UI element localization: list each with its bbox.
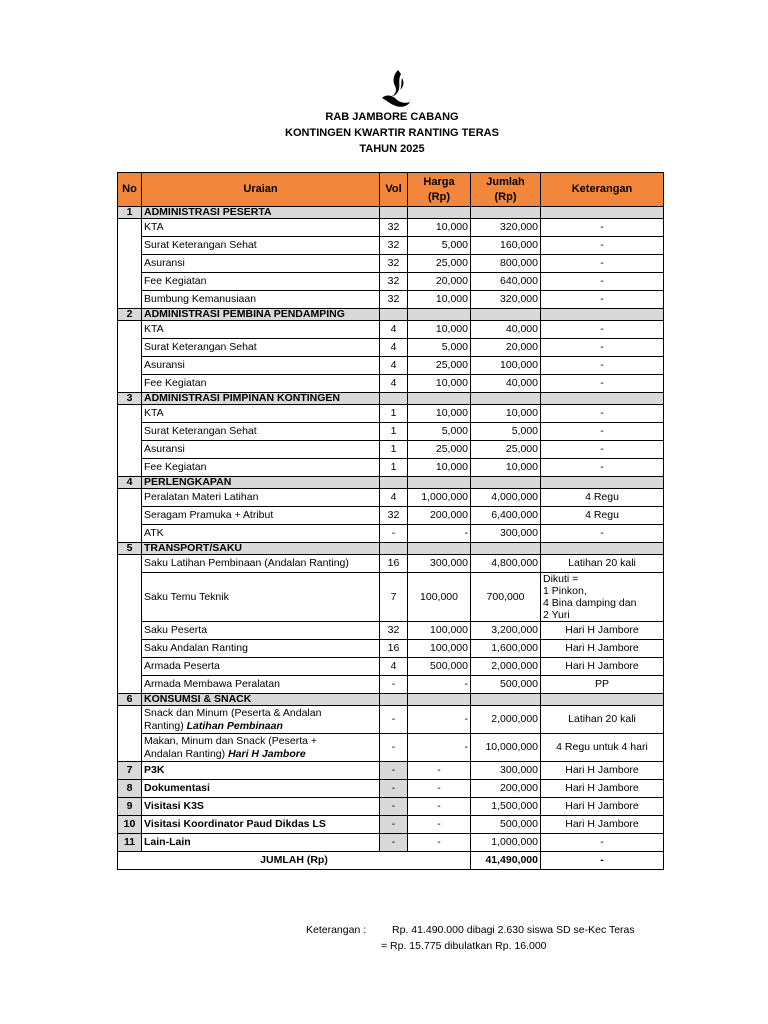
- item-keterangan: -: [541, 321, 664, 339]
- table-row: [118, 555, 664, 573]
- table-row: [118, 706, 664, 734]
- item-description: Saku Latihan Pembinaan (Andalan Ranting): [142, 555, 380, 573]
- item-jumlah: 200,000: [471, 780, 541, 798]
- section-vol-cell: [380, 694, 408, 706]
- item-vol: 32: [380, 219, 408, 237]
- item-keterangan: -: [541, 441, 664, 459]
- item-harga: -: [408, 798, 471, 816]
- item-description: Seragam Pramuka + Atribut: [142, 507, 380, 525]
- budget-table: [117, 172, 664, 870]
- number-cell: [118, 441, 142, 459]
- total-keterangan: -: [541, 852, 664, 870]
- number-cell: [118, 676, 142, 694]
- section-ket-cell: [541, 393, 664, 405]
- section-title: Lain-Lain: [142, 834, 380, 852]
- item-keterangan: Hari H Jambore: [541, 780, 664, 798]
- col-no: No: [118, 173, 142, 207]
- item-harga: 100,000: [408, 573, 471, 622]
- item-jumlah: 4,000,000: [471, 489, 541, 507]
- section-title: KONSUMSI & SNACK: [142, 694, 380, 706]
- item-harga: -: [408, 734, 471, 762]
- item-description: Surat Keterangan Sehat: [142, 339, 380, 357]
- item-harga: 25,000: [408, 357, 471, 375]
- item-keterangan: Latihan 20 kali: [541, 706, 664, 734]
- item-harga: -: [408, 834, 471, 852]
- section-title: PERLENGKAPAN: [142, 477, 380, 489]
- section-title: ADMINISTRASI PESERTA: [142, 207, 380, 219]
- item-vol: -: [380, 780, 408, 798]
- section-harga-cell: [408, 207, 471, 219]
- item-keterangan: PP: [541, 676, 664, 694]
- item-keterangan: [541, 573, 664, 622]
- section-ket-cell: [541, 543, 664, 555]
- item-keterangan: 4 Regu untuk 4 hari: [541, 734, 664, 762]
- section-harga-cell: [408, 309, 471, 321]
- section-jumlah-cell: [471, 694, 541, 706]
- item-harga: 20,000: [408, 273, 471, 291]
- table-row: [118, 622, 664, 640]
- number-cell: [118, 423, 142, 441]
- item-jumlah: 700,000: [471, 573, 541, 622]
- number-cell: [118, 658, 142, 676]
- section-title: ADMINISTRASI PIMPINAN KONTINGEN: [142, 393, 380, 405]
- item-description: KTA: [142, 321, 380, 339]
- item-vol: -: [380, 798, 408, 816]
- document-title: [0, 109, 768, 157]
- number-cell: [118, 489, 142, 507]
- section-row: [118, 477, 664, 489]
- table-row: [118, 525, 664, 543]
- table-row: [118, 357, 664, 375]
- section-number: 4: [118, 477, 142, 489]
- item-description: KTA: [142, 219, 380, 237]
- item-vol: 1: [380, 405, 408, 423]
- section-jumlah-cell: [471, 543, 541, 555]
- item-vol: 4: [380, 357, 408, 375]
- section-row: [118, 393, 664, 405]
- item-keterangan: 4 Regu: [541, 489, 664, 507]
- description-line-2: Andalan Ranting): [144, 747, 229, 760]
- number-cell: [118, 507, 142, 525]
- item-harga: 10,000: [408, 459, 471, 477]
- item-description: [142, 706, 380, 734]
- total-row: [118, 852, 664, 870]
- item-vol: 32: [380, 507, 408, 525]
- item-vol: -: [380, 762, 408, 780]
- item-description: Armada Peserta: [142, 658, 380, 676]
- item-description: Peralatan Materi Latihan: [142, 489, 380, 507]
- item-keterangan: Hari H Jambore: [541, 640, 664, 658]
- item-jumlah: 10,000,000: [471, 734, 541, 762]
- section-row: [118, 694, 664, 706]
- item-keterangan: Hari H Jambore: [541, 658, 664, 676]
- table-row: [118, 339, 664, 357]
- section-title: P3K: [142, 762, 380, 780]
- table-row: [118, 255, 664, 273]
- section-vol-cell: [380, 477, 408, 489]
- section-row: [118, 309, 664, 321]
- item-keterangan: Hari H Jambore: [541, 622, 664, 640]
- note-line-2: = Rp. 15.775 dibulatkan Rp. 16.000: [381, 940, 547, 952]
- item-description: ATK: [142, 525, 380, 543]
- item-vol: -: [380, 734, 408, 762]
- section-jumlah-cell: [471, 477, 541, 489]
- item-jumlah: 5,000: [471, 423, 541, 441]
- item-harga: 100,000: [408, 622, 471, 640]
- number-cell: [118, 273, 142, 291]
- table-row: [118, 573, 664, 622]
- item-keterangan: -: [541, 459, 664, 477]
- section-vol-cell: [380, 207, 408, 219]
- item-vol: 16: [380, 555, 408, 573]
- section-ket-cell: [541, 207, 664, 219]
- table-row: [118, 375, 664, 393]
- section-number: 1: [118, 207, 142, 219]
- total-jumlah: 41,490,000: [471, 852, 541, 870]
- item-jumlah: 1,600,000: [471, 640, 541, 658]
- item-description: Armada Membawa Peralatan: [142, 676, 380, 694]
- item-keterangan: Hari H Jambore: [541, 762, 664, 780]
- section-number: 6: [118, 694, 142, 706]
- item-harga: 1,000,000: [408, 489, 471, 507]
- item-harga: 200,000: [408, 507, 471, 525]
- item-harga: 10,000: [408, 291, 471, 309]
- table-row: [118, 658, 664, 676]
- number-cell: [118, 622, 142, 640]
- item-vol: 7: [380, 573, 408, 622]
- section-vol-cell: [380, 543, 408, 555]
- item-keterangan: -: [541, 339, 664, 357]
- item-keterangan: Hari H Jambore: [541, 816, 664, 834]
- col-uraian: Uraian: [142, 173, 380, 207]
- item-jumlah: 40,000: [471, 321, 541, 339]
- item-jumlah: 100,000: [471, 357, 541, 375]
- table-row: [118, 441, 664, 459]
- item-vol: 1: [380, 441, 408, 459]
- item-jumlah: 2,000,000: [471, 658, 541, 676]
- item-vol: -: [380, 706, 408, 734]
- item-jumlah: 320,000: [471, 219, 541, 237]
- item-harga: 5,000: [408, 237, 471, 255]
- section-ket-cell: [541, 694, 664, 706]
- total-label: JUMLAH (Rp): [118, 852, 471, 870]
- item-harga: 300,000: [408, 555, 471, 573]
- item-keterangan: 4 Regu: [541, 507, 664, 525]
- item-harga: 10,000: [408, 321, 471, 339]
- number-cell: [118, 555, 142, 573]
- section-row: [118, 543, 664, 555]
- title-line-2: KONTINGEN KWARTIR RANTING TERAS: [285, 127, 499, 139]
- table-row: [118, 237, 664, 255]
- section-jumlah-cell: [471, 393, 541, 405]
- section-jumlah-cell: [471, 207, 541, 219]
- item-keterangan: -: [541, 255, 664, 273]
- table-row: [118, 507, 664, 525]
- item-description: Fee Kegiatan: [142, 375, 380, 393]
- section-number: 11: [118, 834, 142, 852]
- item-jumlah: 300,000: [471, 762, 541, 780]
- number-cell: [118, 734, 142, 762]
- col-keterangan: Keterangan: [541, 173, 664, 207]
- number-cell: [118, 321, 142, 339]
- number-cell: [118, 405, 142, 423]
- table-row: [118, 219, 664, 237]
- description-emphasis: Latihan Pembinaan: [186, 719, 283, 732]
- scout-emblem-logo: [380, 68, 412, 108]
- description-line-1: Snack dan Minum (Peserta & Andalan: [144, 706, 322, 719]
- item-vol: 32: [380, 255, 408, 273]
- item-vol: 4: [380, 321, 408, 339]
- item-description: Fee Kegiatan: [142, 273, 380, 291]
- item-vol: -: [380, 676, 408, 694]
- item-keterangan: -: [541, 375, 664, 393]
- number-cell: [118, 375, 142, 393]
- item-jumlah: 640,000: [471, 273, 541, 291]
- item-jumlah: 25,000: [471, 441, 541, 459]
- table-row: [118, 489, 664, 507]
- item-jumlah: 4,800,000: [471, 555, 541, 573]
- item-description: Asuransi: [142, 357, 380, 375]
- section-vol-cell: [380, 309, 408, 321]
- item-vol: 1: [380, 423, 408, 441]
- section-title: Visitasi K3S: [142, 798, 380, 816]
- table-row: [118, 734, 664, 762]
- item-harga: -: [408, 780, 471, 798]
- item-keterangan: -: [541, 525, 664, 543]
- table-row: [118, 676, 664, 694]
- number-cell: [118, 237, 142, 255]
- item-description: Saku Andalan Ranting: [142, 640, 380, 658]
- col-vol: Vol: [380, 173, 408, 207]
- single-item-row: [118, 816, 664, 834]
- note-text-1: Rp. 41.490.000 dibagi 2.630 siswa SD se-Kec Teras: [392, 924, 635, 936]
- item-harga: 500,000: [408, 658, 471, 676]
- item-jumlah: 2,000,000: [471, 706, 541, 734]
- title-line-3: TAHUN 2025: [359, 143, 425, 155]
- item-vol: 32: [380, 237, 408, 255]
- section-number: 8: [118, 780, 142, 798]
- section-harga-cell: [408, 393, 471, 405]
- section-title: TRANSPORT/SAKU: [142, 543, 380, 555]
- item-jumlah: 500,000: [471, 816, 541, 834]
- table-row: [118, 273, 664, 291]
- col-harga: Harga (Rp): [408, 173, 471, 207]
- single-item-row: [118, 762, 664, 780]
- section-number: 5: [118, 543, 142, 555]
- item-harga: 10,000: [408, 405, 471, 423]
- number-cell: [118, 219, 142, 237]
- item-harga: -: [408, 816, 471, 834]
- item-vol: 4: [380, 489, 408, 507]
- table-body: [118, 207, 664, 870]
- item-vol: 4: [380, 339, 408, 357]
- number-cell: [118, 573, 142, 622]
- table-row: [118, 405, 664, 423]
- number-cell: [118, 525, 142, 543]
- item-harga: 25,000: [408, 255, 471, 273]
- item-keterangan: -: [541, 405, 664, 423]
- item-vol: 16: [380, 640, 408, 658]
- item-keterangan: -: [541, 273, 664, 291]
- keterangan-line: 4 Bina damping dan: [543, 597, 637, 609]
- note-line-1: [306, 922, 635, 938]
- keterangan-line: 1 Pinkon,: [543, 585, 587, 597]
- item-jumlah: 500,000: [471, 676, 541, 694]
- item-keterangan: -: [541, 834, 664, 852]
- table-header-row: [118, 173, 664, 207]
- item-harga: 10,000: [408, 375, 471, 393]
- item-vol: 32: [380, 622, 408, 640]
- item-keterangan: -: [541, 423, 664, 441]
- single-item-row: [118, 780, 664, 798]
- item-jumlah: 320,000: [471, 291, 541, 309]
- item-jumlah: 800,000: [471, 255, 541, 273]
- item-keterangan: Latihan 20 kali: [541, 555, 664, 573]
- item-jumlah: 20,000: [471, 339, 541, 357]
- table-row: [118, 321, 664, 339]
- item-harga: 10,000: [408, 219, 471, 237]
- table-row: [118, 423, 664, 441]
- col-jumlah: Jumlah (Rp): [471, 173, 541, 207]
- keterangan-line: Dikuti =: [543, 573, 579, 585]
- item-harga: -: [408, 706, 471, 734]
- item-vol: 1: [380, 459, 408, 477]
- tunas-kelapa-icon: [380, 68, 412, 108]
- item-jumlah: 1,000,000: [471, 834, 541, 852]
- item-jumlah: 3,200,000: [471, 622, 541, 640]
- section-title: Dokumentasi: [142, 780, 380, 798]
- item-harga: -: [408, 762, 471, 780]
- item-harga: 25,000: [408, 441, 471, 459]
- description-line-2: Ranting): [144, 719, 187, 732]
- item-harga: 100,000: [408, 640, 471, 658]
- item-description: Saku Temu Teknik: [142, 573, 380, 622]
- number-cell: [118, 339, 142, 357]
- number-cell: [118, 357, 142, 375]
- item-vol: -: [380, 816, 408, 834]
- description-emphasis: Hari H Jambore: [228, 747, 306, 760]
- item-description: Surat Keterangan Sehat: [142, 423, 380, 441]
- section-number: 3: [118, 393, 142, 405]
- item-harga: -: [408, 676, 471, 694]
- item-jumlah: 1,500,000: [471, 798, 541, 816]
- item-jumlah: 6,400,000: [471, 507, 541, 525]
- section-number: 9: [118, 798, 142, 816]
- section-number: 7: [118, 762, 142, 780]
- item-vol: 32: [380, 291, 408, 309]
- item-keterangan: Hari H Jambore: [541, 798, 664, 816]
- section-title: Visitasi Koordinator Paud Dikdas LS: [142, 816, 380, 834]
- section-jumlah-cell: [471, 309, 541, 321]
- table-row: [118, 459, 664, 477]
- item-vol: 4: [380, 375, 408, 393]
- single-item-row: [118, 834, 664, 852]
- section-number: 2: [118, 309, 142, 321]
- section-vol-cell: [380, 393, 408, 405]
- section-ket-cell: [541, 477, 664, 489]
- section-harga-cell: [408, 543, 471, 555]
- table-row: [118, 640, 664, 658]
- item-jumlah: 40,000: [471, 375, 541, 393]
- item-jumlah: 10,000: [471, 459, 541, 477]
- item-description: Fee Kegiatan: [142, 459, 380, 477]
- number-cell: [118, 291, 142, 309]
- section-ket-cell: [541, 309, 664, 321]
- section-title: ADMINISTRASI PEMBINA PENDAMPING: [142, 309, 380, 321]
- item-jumlah: 160,000: [471, 237, 541, 255]
- item-vol: 4: [380, 658, 408, 676]
- item-vol: 32: [380, 273, 408, 291]
- number-cell: [118, 640, 142, 658]
- item-vol: -: [380, 525, 408, 543]
- number-cell: [118, 706, 142, 734]
- item-description: [142, 734, 380, 762]
- description-line-1: Makan, Minum dan Snack (Peserta +: [144, 734, 318, 747]
- item-jumlah: 300,000: [471, 525, 541, 543]
- single-item-row: [118, 798, 664, 816]
- section-harga-cell: [408, 694, 471, 706]
- item-keterangan: -: [541, 237, 664, 255]
- item-description: KTA: [142, 405, 380, 423]
- item-description: Saku Peserta: [142, 622, 380, 640]
- section-harga-cell: [408, 477, 471, 489]
- item-description: Asuransi: [142, 255, 380, 273]
- section-row: [118, 207, 664, 219]
- section-number: 10: [118, 816, 142, 834]
- number-cell: [118, 255, 142, 273]
- keterangan-line: 2 Yuri: [543, 609, 570, 621]
- number-cell: [118, 459, 142, 477]
- item-harga: 5,000: [408, 423, 471, 441]
- table-row: [118, 291, 664, 309]
- item-keterangan: -: [541, 291, 664, 309]
- item-harga: 5,000: [408, 339, 471, 357]
- item-keterangan: -: [541, 219, 664, 237]
- item-vol: -: [380, 834, 408, 852]
- note-label: Keterangan :: [306, 924, 367, 936]
- title-line-1: RAB JAMBORE CABANG: [325, 111, 459, 123]
- item-harga: -: [408, 525, 471, 543]
- item-jumlah: 10,000: [471, 405, 541, 423]
- item-keterangan: -: [541, 357, 664, 375]
- item-description: Bumbung Kemanusiaan: [142, 291, 380, 309]
- item-description: Asuransi: [142, 441, 380, 459]
- item-description: Surat Keterangan Sehat: [142, 237, 380, 255]
